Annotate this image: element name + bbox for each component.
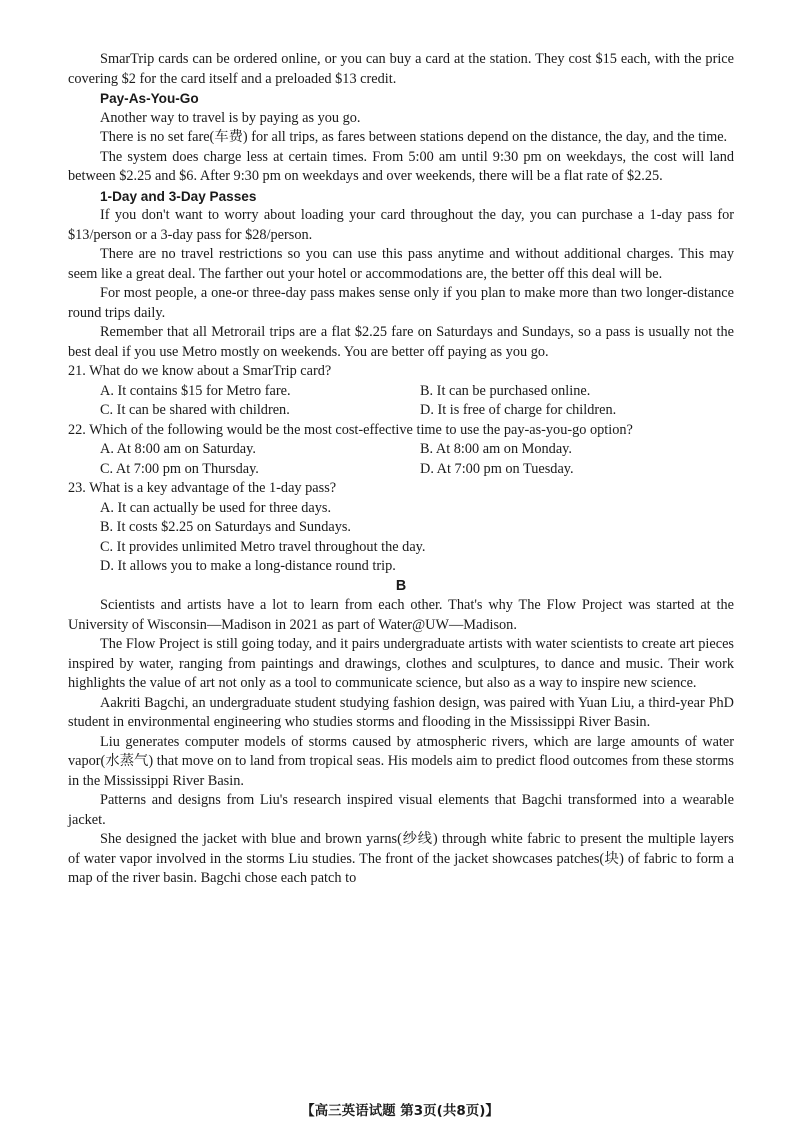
question-stem: 22. Which of the following would be the most cost-effective time to use the pay-as-you-go option? (68, 421, 633, 438)
option-b: B. At 8:00 am on Monday. (420, 441, 572, 457)
paragraph: Another way to travel is by paying as you go. (100, 109, 361, 126)
paragraph: If you don't want to worry about loading your card throughout the day, you can purchase a 1-day pass for $13/person or a 3-day pass for $28/person. (68, 207, 734, 243)
paragraph: Remember that all Metrorail trips are a flat $2.25 fare on Saturdays and Sundays, so a pass is usually not the best deal if you use Metro mostly on weekends. You are better off paying as you go. (68, 324, 734, 360)
paragraph: The Flow Project is still going today, and it pairs undergraduate artists with water scientists to create art pieces inspired by water, ranging from paintings and drawings, clothes and sculptures, to dance and music. Their work highlights the value of art not only as a tool to communicate science, but also as a way to inspire new science. (68, 636, 734, 691)
section-heading: Pay-As-You-Go (100, 91, 199, 106)
paragraph: SmarTrip cards can be ordered online, or you can buy a card at the station. They cost $15 each, with the price covering $2 for the card itself and a preloaded $13 credit. (68, 51, 734, 87)
option-b: B. It costs $2.25 on Saturdays and Sundays. (100, 519, 351, 535)
question-22 (68, 421, 734, 480)
paragraph: There are no travel restrictions so you can use this pass anytime and without additional charges. This may seem like a great deal. The farther out your hotel or accommodations are, the better off this deal will be. (68, 246, 734, 282)
exam-page (68, 50, 734, 889)
option-d: D. It allows you to make a long-distance round trip. (100, 558, 396, 574)
question-stem: 21. What do we know about a SmarTrip card? (68, 363, 332, 379)
question-stem: 23. What is a key advantage of the 1-day pass? (68, 480, 337, 496)
paragraph: For most people, a one-or three-day pass makes sense only if you plan to make more than two longer-distance round trips daily. (68, 285, 734, 321)
question-21 (68, 362, 734, 421)
option-d: D. At 7:00 pm on Tuesday. (420, 460, 574, 477)
paragraph: The system does charge less at certain times. From 5:00 am until 9:30 pm on weekdays, the cost will land between $2.25 and $6. After 9:30 pm on weekdays and over weekends, there will be a flat rate of $2.25. (68, 148, 734, 184)
paragraph: Liu generates computer models of storms caused by atmospheric rivers, which are large amounts of water vapor(水蒸气) that move on to land from tropical seas. His models aim to predict flood outcomes from these storms in the Mississippi River Basin. (68, 733, 734, 789)
paragraph: Scientists and artists have a lot to learn from each other. That's why The Flow Project was started at the University of Wisconsin—Madison in 2021 as part of Water@UW—Madison. (68, 597, 734, 633)
option-c: C. It provides unlimited Metro travel throughout the day. (100, 538, 426, 555)
option-c: C. It can be shared with children. (100, 402, 290, 418)
option-b: B. It can be purchased online. (420, 382, 591, 399)
section-heading: 1-Day and 3-Day Passes (100, 188, 257, 204)
paragraph: She designed the jacket with blue and brown yarns(纱线) through white fabric to present the multiple layers of water vapor involved in the storms Liu studies. The front of the jacket showcases patches(块) of fabric to form a map of the river basin. Bagchi chose each patch to (68, 831, 734, 886)
option-list (68, 382, 734, 421)
page-footer: 【高三英语试题 第3页(共8页)】 (301, 1103, 499, 1119)
option-list (68, 440, 734, 479)
option-list (68, 499, 734, 577)
option-a: A. It can actually be used for three days. (100, 499, 332, 516)
option-a: A. It contains $15 for Metro fare. (100, 382, 291, 399)
question-23 (68, 479, 734, 577)
paragraph: Aakriti Bagchi, an undergraduate student studying fashion design, was paired with Yuan Liu, a third-year PhD student in environmental engineering who studies storms and flooding in the Mississippi River Basin. (68, 694, 734, 730)
option-a: A. At 8:00 am on Saturday. (100, 441, 256, 457)
section-label: B (395, 577, 407, 594)
paragraph: There is no set fare(车费) for all trips, as fares between stations depend on the distance, the day, and the time. (100, 129, 728, 145)
option-d: D. It is free of charge for children. (420, 402, 617, 418)
paragraph: Patterns and designs from Liu's research inspired visual elements that Bagchi transformed into a wearable jacket. (68, 792, 734, 828)
option-c: C. At 7:00 pm on Thursday. (100, 460, 259, 477)
